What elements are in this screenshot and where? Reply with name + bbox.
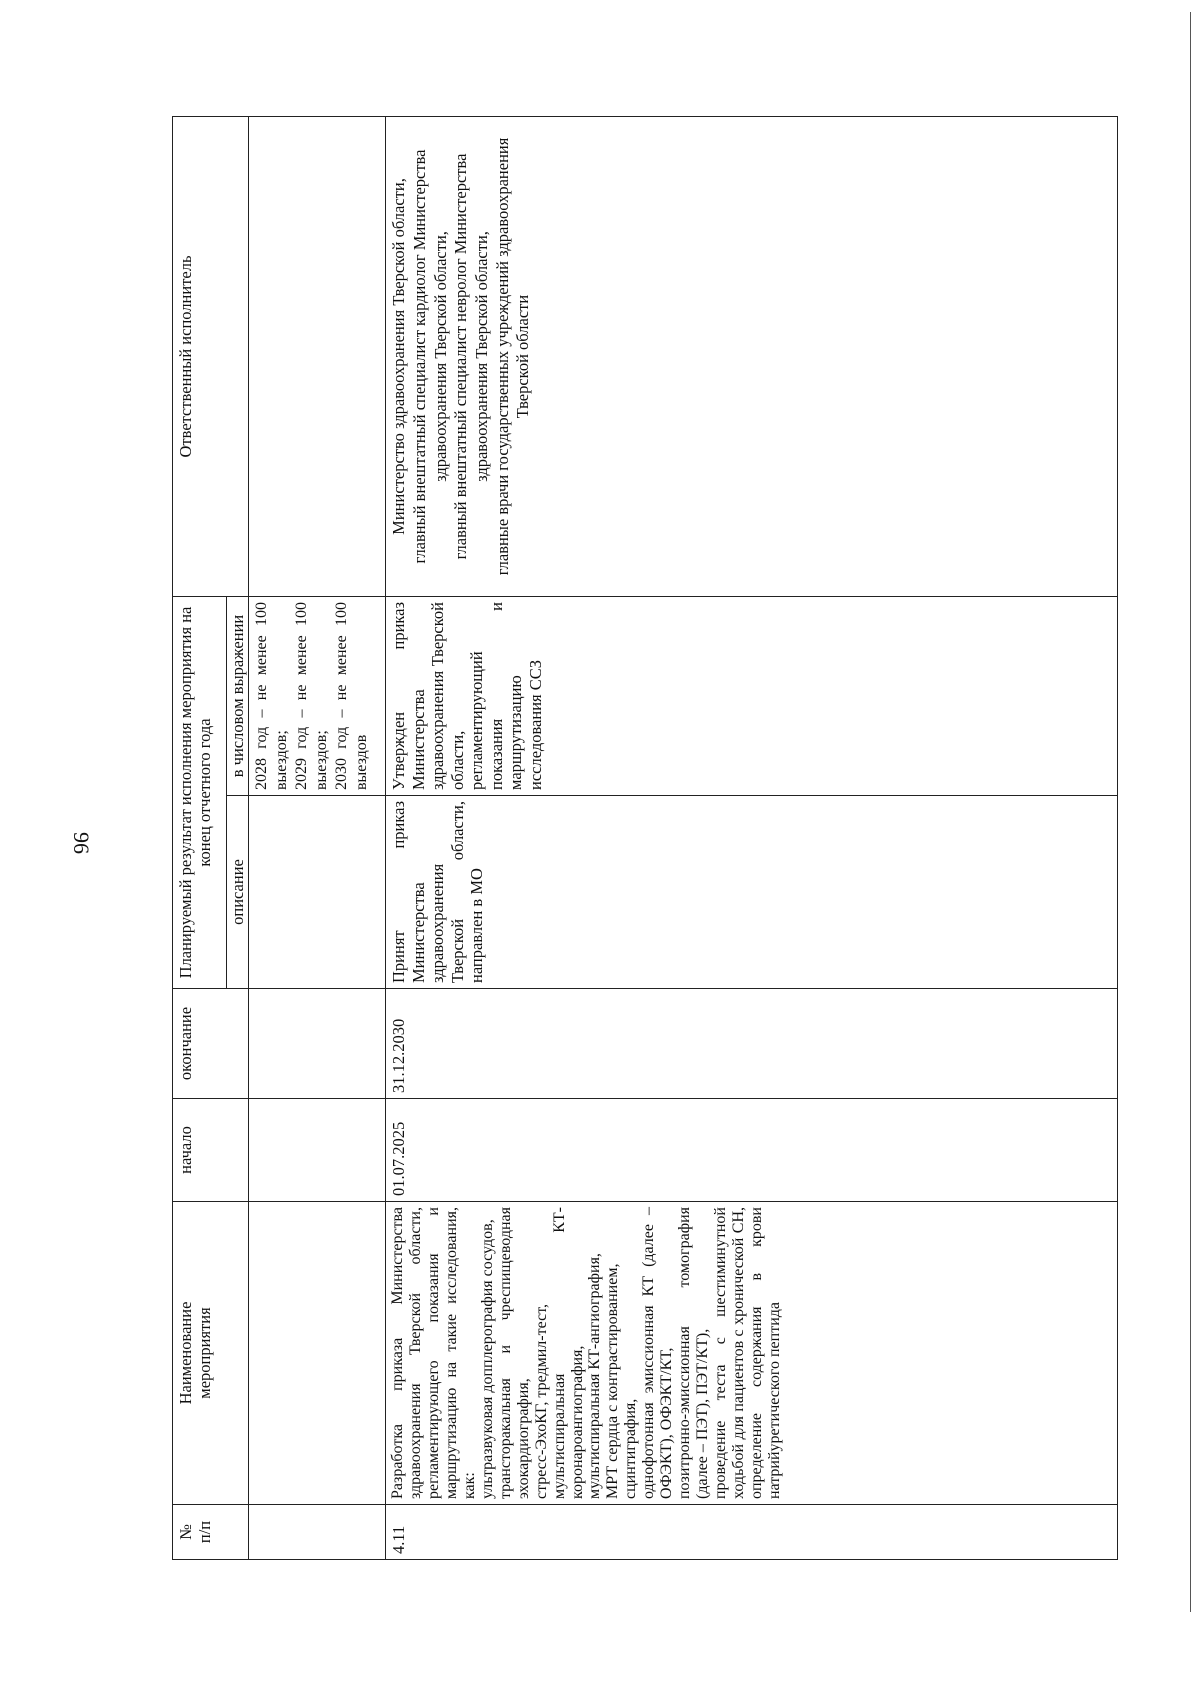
row-numeric-cell: 2028 год – не менее 100 выездов; 2029 год – не менее 100 выездов; 2030 год – не менее 100 выездов (249, 596, 386, 795)
row-num-cell: 4.11 (386, 1505, 1118, 1560)
row-end-cell: 31.12.2030 (386, 989, 1118, 1099)
table-row (249, 116, 386, 1559)
document-table-frame (172, 117, 1118, 1560)
header-result-numeric: в числовом выражении (227, 596, 249, 795)
row-executor-cell: Министерство здравоохранения Тверской области, главный внештатный специалист кардиолог Министерства здравоохранения Тверской области, главный внештатный специалист невролог Министерства здравоохранения Тверской области, главные врачи государственных учреждений здравоохранения Тверской области (386, 116, 1118, 596)
row-start-cell: 01.07.2025 (386, 1099, 1118, 1202)
header-result: Планируемый результат исполнения мероприятия на конец отчетного года (173, 596, 227, 988)
header-end: окончание (173, 989, 249, 1099)
row-name-cell: Разработка приказа Министерства здравоохранения Тверской области, регламентирующего показания и маршрутизацию на такие исследования, как: ультразвуковая допплерография сосудов, трансторакальная и чреспищеводная эхокардиография, стресс-ЭхоКГ, тредмил-тест, мультиспиральная КТ-коронароангиография, мультиспиральная КТ-ангиография, МРТ сердца с контрастированием, сцинтиграфия, однофотонная эмиссионная КТ (далее – ОФЭКТ), ОФЭКТ/КТ, позитронно-эмиссионная томография (далее – ПЭТ), ПЭТ/КТ), проведение теста с шестиминутной ходьбой для пациентов с хронической СН, определение содержания в крови натрийуретического пептида (386, 1202, 1118, 1505)
row-numeric-cell: Утвержден приказ Министерства здравоохранения Тверской области, регламентирующий показания и маршрутизацию исследования ССЗ (386, 596, 1118, 795)
row-description-cell: Принят приказ Министерства здравоохранения Тверской области, направлен в МО (386, 796, 1118, 989)
row-executor-cell (249, 116, 386, 596)
page-number: 96 (69, 832, 94, 854)
row-start-cell (249, 1099, 386, 1202)
header-row-1 (173, 116, 227, 1559)
scan-edge-line (1190, 12, 1191, 1612)
header-start: начало (173, 1099, 249, 1202)
header-result-description: описание (227, 796, 249, 989)
rotated-table-container (172, 117, 1118, 1560)
row-name-cell (249, 1202, 386, 1505)
row-description-cell (249, 796, 386, 989)
header-name: Наименование мероприятия (173, 1202, 249, 1505)
row-end-cell (249, 989, 386, 1099)
activities-table (172, 116, 1118, 1560)
row-num-cell (249, 1505, 386, 1560)
table-row (386, 116, 1118, 1559)
header-executor: Ответственный исполнитель (173, 116, 249, 596)
header-num: № п/п (173, 1505, 249, 1560)
